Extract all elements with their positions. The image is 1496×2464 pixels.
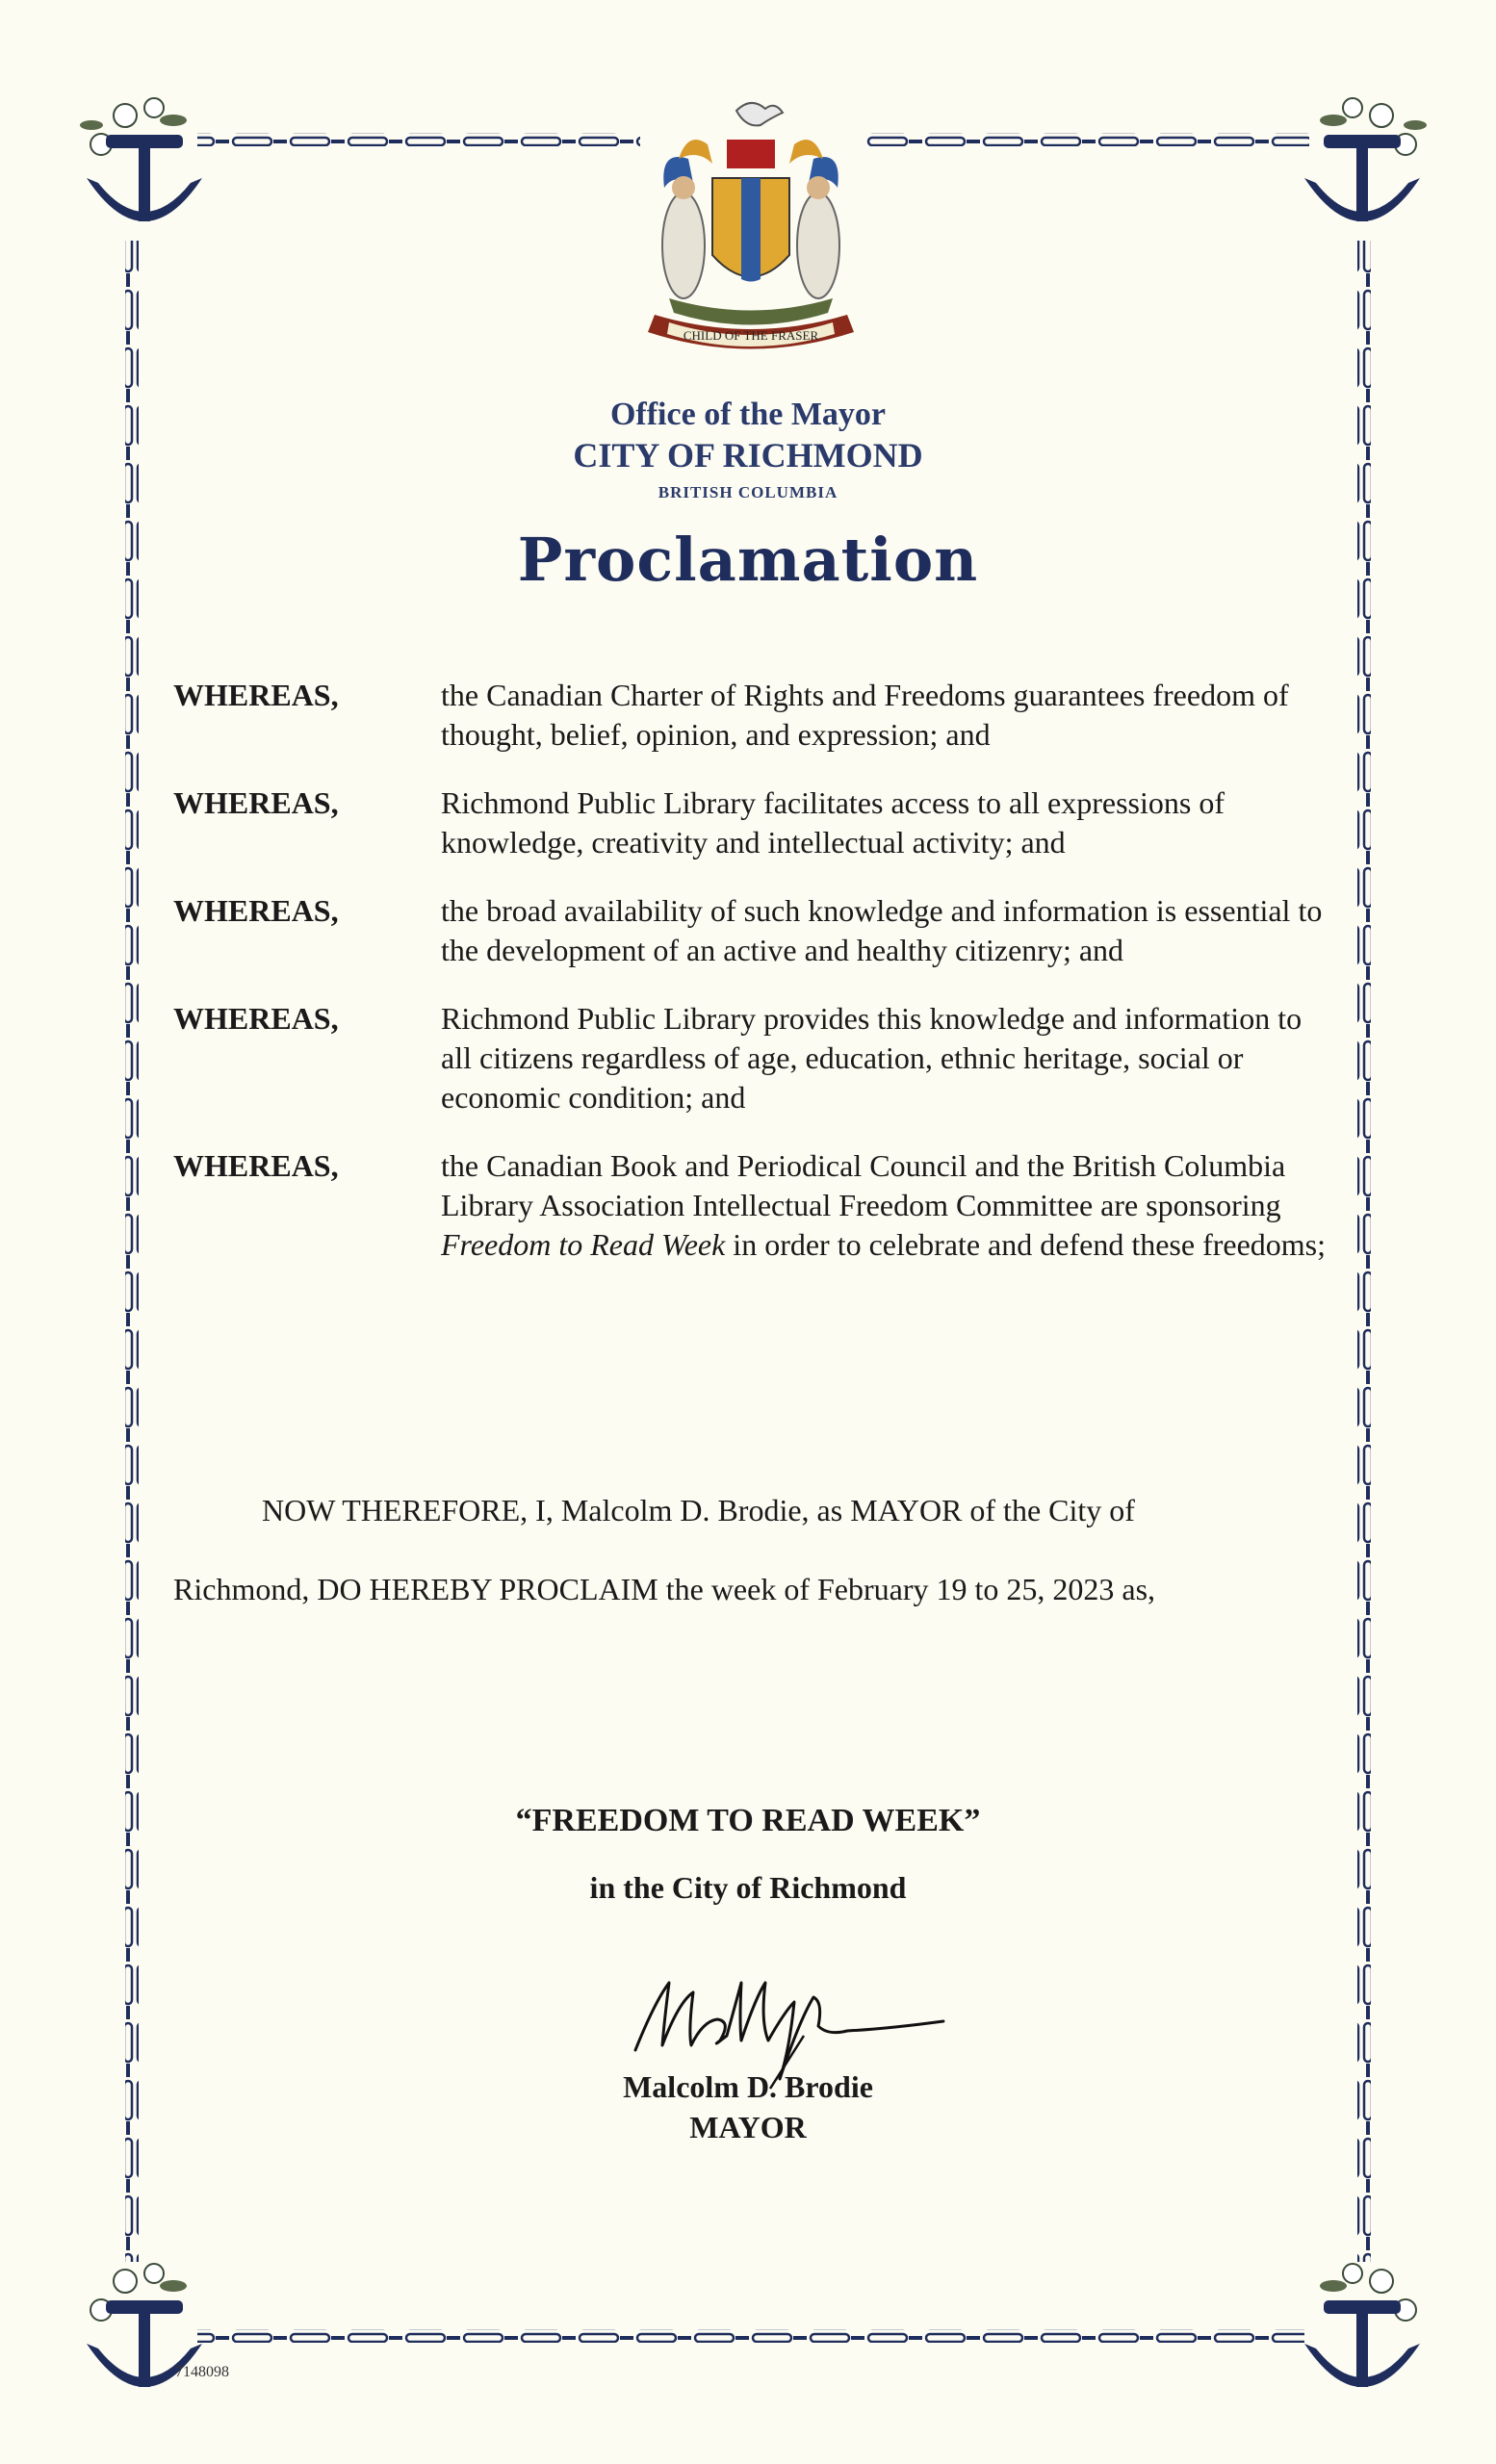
anchor-icon [67, 2252, 212, 2416]
proclaimed-event-title: “FREEDOM TO READ WEEK” [515, 1803, 981, 1838]
clause-text: Richmond Public Library facilitates access to all expressions of knowledge, creativity and intellectual activity; and [441, 785, 1225, 860]
clause-text: Richmond Public Library provides this knowledge and information to all citizens regardless of age, education, ethnic heritage, social or economic condition; and [441, 1001, 1303, 1115]
signatory-title: MAYOR [689, 2110, 807, 2144]
clause-label: WHEREAS, [173, 893, 339, 928]
whereas-clause [173, 999, 1328, 1117]
signatory-name: Malcolm D. Brodie [623, 2069, 873, 2104]
anchor-icon [67, 87, 212, 250]
province-heading: BRITISH COLUMBIA [658, 483, 838, 501]
office-heading: Office of the Mayor [609, 397, 887, 432]
clause-text: the broad availability of such knowledge and information is essential to the development of an active and healthy citizenry; and [441, 893, 1323, 967]
proclaimed-event-location: in the City of Richmond [589, 1870, 907, 1905]
whereas-clause [173, 676, 1328, 755]
whereas-clause [173, 891, 1328, 970]
clause-text-before: the Canadian Book and Periodical Council and the British Columbia Library Association Intellectual Freedom Committee are sponsoring [441, 1148, 1286, 1222]
whereas-clause [173, 783, 1328, 862]
clause-label: WHEREAS, [173, 1148, 339, 1183]
document-number: 7148098 [175, 2364, 229, 2380]
clause-text [441, 1146, 1327, 1265]
clause-label: WHEREAS, [173, 1001, 339, 1036]
whereas-clause [173, 1146, 1328, 1265]
crest-motto: CHILD OF THE FRASER [683, 328, 819, 343]
clause-label: WHEREAS, [173, 785, 339, 820]
clause-text-after: in order to celebrate and defend these freedoms; [725, 1227, 1327, 1262]
proclamation-statement [173, 1471, 1261, 1629]
whereas-clauses [173, 676, 1328, 1294]
clause-label: WHEREAS, [173, 678, 339, 712]
therefore-text: NOW THEREFORE, I, Malcolm D. Brodie, as MAYOR of the City of Richmond, DO HEREBY PROCLAIM the week of February 19 to 25, 2023 as, [173, 1493, 1156, 1606]
anchor-icon [1295, 87, 1439, 250]
event-name-italic: Freedom to Read Week [441, 1227, 726, 1262]
city-heading: CITY OF RICHMOND [573, 436, 923, 475]
document-title: Proclamation [517, 525, 979, 595]
anchor-icon [1295, 2252, 1439, 2416]
clause-text: the Canadian Charter of Rights and Freedoms guarantees freedom of thought, belief, opinion, and expression; and [441, 678, 1289, 752]
city-crest-icon [631, 91, 871, 380]
